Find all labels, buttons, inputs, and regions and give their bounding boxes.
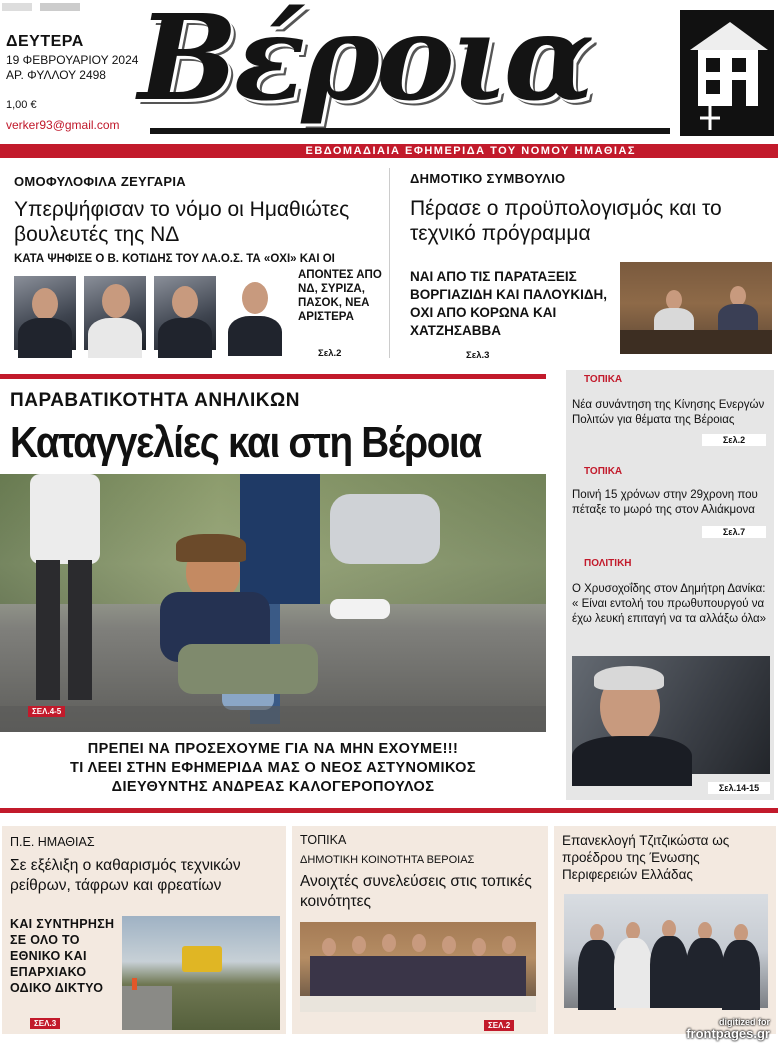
mp-photo-1 [14, 276, 76, 350]
sidebar-item-3-page[interactable]: Σελ.14-15 [708, 782, 770, 794]
main-story-page-tag[interactable]: ΣΕΛ.4-5 [28, 706, 65, 717]
publisher-logo-strip [0, 0, 90, 10]
mp-photo-2 [84, 276, 146, 350]
bottom-rule [0, 808, 778, 813]
main-story-kicker: ΠΑΡΑΒΑΤΙΚΟΤΗΤΑ ΑΝΗΛΙΚΩΝ [10, 390, 300, 411]
sidebar-item-2-label: ΤΟΠΙΚΑ [584, 466, 623, 477]
issue-number: ΑΡ. ΦΥΛΛΟΥ 2498 [6, 68, 106, 82]
bottom-middle-box [292, 826, 548, 1034]
story-left-sub: ΚΑΤΑ ΨΗΦΙΣΕ Ο Β. ΚΟΤΙΔΗΣ ΤΟΥ ΛΑ.Ο.Σ. ΤΑ «ΟΧΙ» ΚΑΙ ΟΙ [14, 253, 335, 265]
bottom-right-headline[interactable]: Επανεκλογή Τζιτζικώστα ως προέδρου της Ένωσης Περιφερειών Ελλάδας [562, 833, 730, 882]
bottom-right-box [554, 826, 776, 1034]
sidebar-item-2-text[interactable]: Ποινή 15 χρόνων στην 29χρονη που πέταξε το μωρό της στον Αλιάκμονα [572, 489, 758, 516]
main-story-headline[interactable]: Καταγγελίες και στη Βέροια [10, 418, 481, 467]
story-right-page[interactable]: Σελ.3 [466, 350, 490, 361]
story-left-headline[interactable]: Υπερψήφισαν το νόμο οι Ημαθιώτες βουλευτές της ΝΔ [14, 198, 350, 246]
story-left-kicker: ΟΜΟΦΥΛΟΦΙΛΑ ΖΕΥΓΑΡΙΑ [14, 174, 186, 189]
bottom-left-kicker: Π.Ε. ΗΜΑΘΙΑΣ [10, 835, 95, 849]
tagline-banner: ΕΒΔΟΜΑΔΙΑΙΑ ΕΦΗΜΕΡΙΔΑ ΤΟΥ ΝΟΜΟΥ ΗΜΑΘΙΑΣ [0, 144, 778, 158]
sidebar-item-2-page[interactable]: Σελ.7 [702, 526, 766, 538]
sidebar-item-1-page[interactable]: Σελ.2 [702, 434, 766, 446]
newspaper-title: Βέροια [138, 0, 591, 127]
story-right-sub: ΝΑΙ ΑΠΟ ΤΙΣ ΠΑΡΑΤΑΞΕΙΣ ΒΟΡΓΙΑΖΙΔΗ ΚΑΙ ΠΑΛΟΥΚΙΔΗ, ΟΧΙ ΑΠΟ ΚΟΡΩΝΑ ΚΑΙ ΧΑΤΖΗΣΑΒΒΑ [410, 269, 608, 338]
sidebar-item-3-label: ΠΟΛΙΤΙΚΗ [584, 558, 632, 569]
main-story-rule [0, 374, 546, 379]
caption-line-2: ΤΙ ΛΕΕΙ ΣΤΗΝ ΕΦΗΜΕΡΙΔΑ ΜΑΣ Ο ΝΕΟΣ ΑΣΤΥΝΟΜΙΚΟΣ [70, 760, 476, 776]
bottom-left-headline[interactable]: Σε εξέλιξη ο καθαρισμός τεχνικών ρείθρων, τάφρων και φρεατίων [10, 857, 241, 894]
caption-line-3: ΔΙΕΥΘΥΝΤΗΣ ΑΝΔΡΕΑΣ ΚΑΛΟΓΕΡΟΠΟΥΛΟΣ [111, 779, 435, 795]
sidebar-item-1-text[interactable]: Νέα συνάντηση της Κίνησης Ενεργών Πολιτών για θέματα της Βέροιας [572, 399, 765, 426]
main-story-photo [0, 474, 546, 732]
house-logo-icon [680, 10, 774, 136]
main-story-caption [0, 740, 546, 797]
title-underline [150, 128, 670, 134]
watermark-line-1: digitized for [719, 1017, 770, 1027]
politician-photo [572, 656, 770, 774]
story-left-page[interactable]: Σελ.2 [318, 348, 342, 359]
bottom-left-sub: ΚΑΙ ΣΥΝΤΗΡΗΣΗ ΣΕ ΟΛΟ ΤΟ ΕΘΝΙΚΟ ΚΑΙ ΕΠΑΡΧΙΑΚΟ ΟΔΙΚΟ ΔΙΚΤΥΟ [10, 917, 115, 995]
issue-price: 1,00 € [6, 99, 37, 111]
bottom-left-page[interactable]: ΣΕΛ.3 [30, 1018, 60, 1029]
sidebar-item-3-text[interactable]: Ο Χρυσοχοΐδης στον Δημήτρη Δανίκα: « Είναι εντολή του πρωθυπουργού να έχω λευκή επιταγή να τα αλλάξω όλα» [572, 583, 767, 625]
caption-line-1: ΠΡΕΠΕΙ ΝΑ ΠΡΟΣΕΧΟΥΜΕ ΓΙΑ ΝΑ ΜΗΝ ΕΧΟΥΜΕ!!! [87, 741, 459, 757]
issue-day: ΔΕΥΤΕΡΑ [6, 33, 84, 50]
bottom-middle-kicker: ΤΟΠΙΚΑ [300, 833, 347, 847]
bottom-middle-headline[interactable]: Ανοιχτές συνελεύσεις στις τοπικές κοινότητες [300, 873, 532, 910]
mp-photo-3 [154, 276, 216, 350]
watermark-line-2: frontpages.gr [686, 1026, 770, 1041]
assembly-group-photo [300, 922, 536, 1012]
mp-photo-4 [224, 276, 286, 350]
story-right-kicker: ΔΗΜΟΤΙΚΟ ΣΥΜΒΟΥΛΙΟ [410, 171, 566, 186]
column-separator [389, 168, 390, 358]
council-meeting-photo [620, 262, 772, 354]
sidebar-news [566, 370, 774, 800]
frontpages-watermark [686, 1016, 770, 1040]
issue-date: 19 ΦΕΒΡΟΥΑΡΙΟΥ 2024 [6, 53, 139, 67]
regional-leaders-photo [564, 894, 768, 1008]
bottom-middle-kicker-2: ΔΗΜΟΤΙΚΗ ΚΟΙΝΟΤΗΤΑ ΒΕΡΟΙΑΣ [300, 854, 475, 866]
sidebar-item-1-label: ΤΟΠΙΚΑ [584, 374, 623, 385]
bottom-middle-page[interactable]: ΣΕΛ.2 [484, 1020, 514, 1031]
story-left-sub-continued: ΑΠΟΝΤΕΣ ΑΠΟ ΝΔ, ΣΥΡΙΖΑ, ΠΑΣΟΚ, ΝΕΑ ΑΡΙΣΤΕΡΑ [298, 269, 382, 323]
contact-email[interactable]: verker93@gmail.com [6, 118, 120, 132]
bottom-left-box [2, 826, 286, 1034]
story-right-headline[interactable]: Πέρασε ο προϋπολογισμός και το τεχνικό πρόγραμμα [410, 197, 722, 245]
